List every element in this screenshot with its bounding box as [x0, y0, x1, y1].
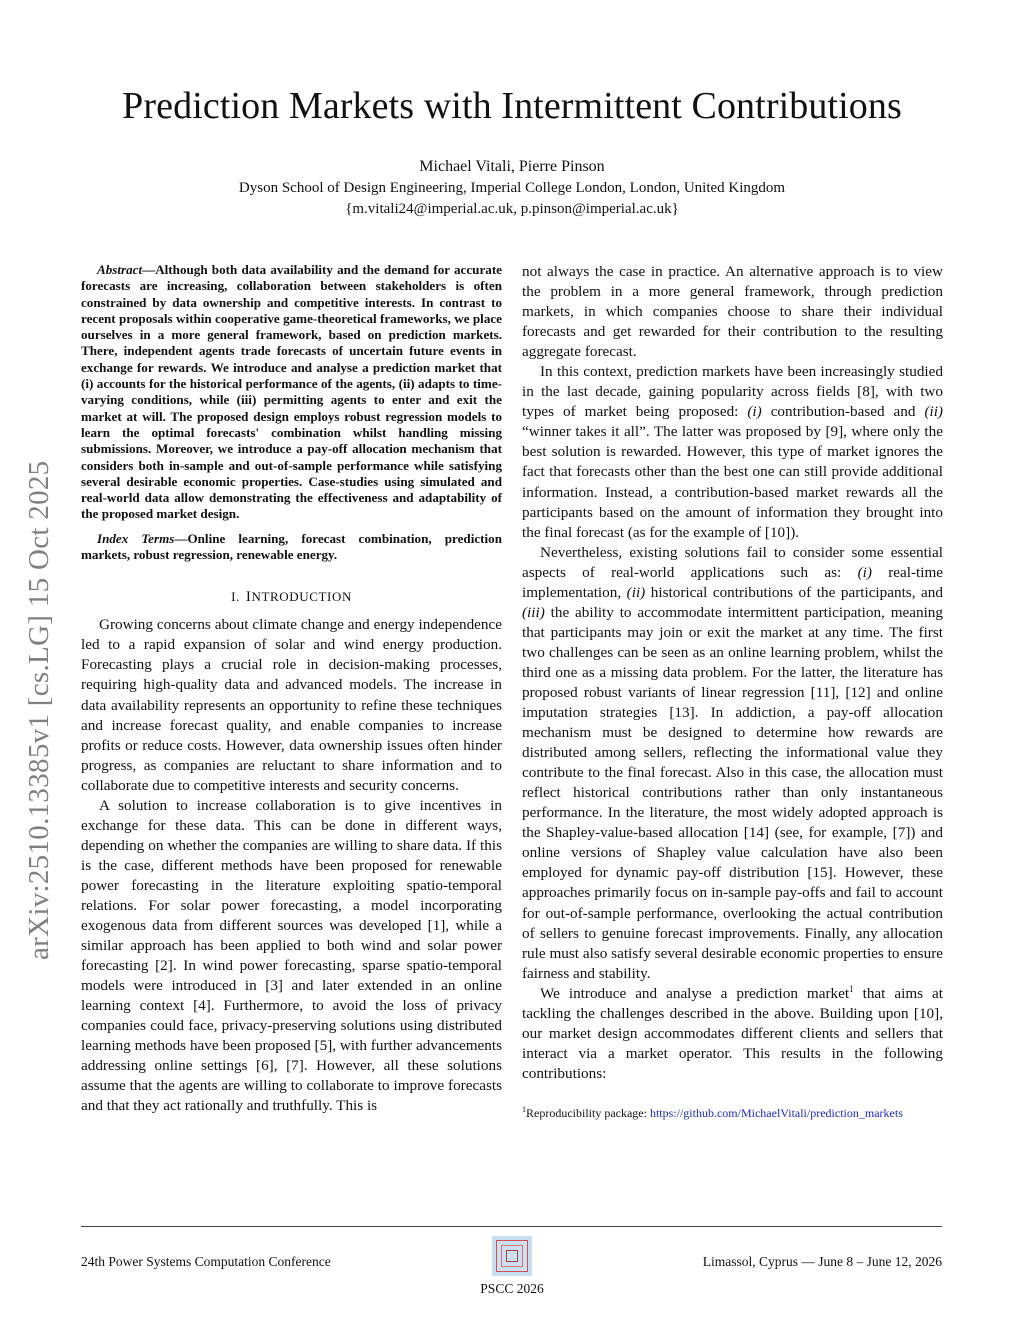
body-paragraph: Growing concerns about climate change and energy independence led to a rapid expansion of solar and wind energy production. Forecasting plays a crucial role in decision-making processes, requiring high-quality data and advanced models. The increase in data availability represents an opportunity to refine these techniques and increase forecast quality, and enable companies to increase profits or reduce costs. However, data ownership issues often hinder progress, as companies are reluctant to share information and to collaborate due to competitive interests and security concerns.	[81, 616, 502, 794]
body-paragraph: not always the case in practice. An alternative approach is to view the problem in a more general framework, through prediction markets, in which companies choose to share their individual forecasts and get rewarded for their contribution to the resulting aggregate forecast.	[522, 263, 943, 361]
section-heading-introduction	[81, 589, 502, 605]
enum-marker: (ii)	[924, 403, 943, 421]
paper-authors: Michael Vitali, Pierre Pinson	[419, 158, 605, 175]
text-span: contribution-based and	[761, 403, 925, 421]
footnote-mark: 1	[522, 1104, 526, 1114]
footnote	[522, 1102, 943, 1121]
logo-square-inner	[506, 1250, 518, 1262]
text-span: “winner takes it all”. The latter was proposed by [9], where only the best solution is rewarded. However, this type of market ignores the fact that forecasts other than the best one can still provide additional information. Instead, a contribution-based market rewards all the participants based on the amount of information they brought into the final forecast (as for the example of [10]).	[522, 423, 943, 541]
paper-title: Prediction Markets with Intermittent Contributions	[122, 85, 902, 127]
text-span: Nevertheless, existing solutions fail to consider some essential aspects of real-world applications such as:	[522, 543, 943, 581]
text-span: In this context, prediction markets have been increasingly studied in the last decade, gaining popularity across fields [8], with two types of market being proposed:	[522, 363, 943, 421]
section-title-rest: NTRODUCTION	[251, 589, 352, 605]
footnote-link[interactable]: https://github.com/MichaelVitali/prediction_markets	[649, 1105, 903, 1120]
index-terms	[81, 531, 502, 564]
pscc-logo-icon	[492, 1236, 532, 1276]
abstract-lead: Abstract	[97, 262, 143, 277]
footnote-marker: 1	[849, 983, 854, 994]
text-span: We introduce and analyse a prediction market	[540, 984, 850, 1002]
section-number: I.	[231, 589, 240, 605]
abstract-text: —Although both data availability and the demand for accurate forecasts are increasing, collaboration between stakeholders is often constrained by data ownership and competitive interests. In contrast to recent proposals within cooperative game-theoretical frameworks, we place ourselves in a more general framework, based on prediction markets. There, independent agents trade forecasts of uncertain future events in exchange for rewards. We introduce and analyse a prediction market that (i) accounts for the historical performance of the agents, (ii) adapts to time-varying conditions, while (iii) permitting agents to enter and exit the market at will. The proposed design employs robust regression models to learn the optimal forecasts' combination whilst handling missing submissions. Moreover, we introduce a pay-off allocation mechanism that considers both in-sample and out-of-sample performance while satisfying several desirable economic properties. Case-studies using simulated and real-world data allow demonstrating the effectiveness and adaptability of the proposed market design.	[81, 262, 502, 522]
footer-location-dates: Limassol, Cyprus — June 8 – June 12, 2026	[702, 1254, 942, 1269]
index-terms-text: —Online learning, forecast combination, prediction markets, robust regression, renewable energy.	[81, 530, 502, 563]
text-span: real-time implementation,	[522, 563, 943, 601]
enum-marker: (i)	[857, 563, 872, 581]
left-column	[81, 262, 502, 1117]
text-span: historical contributions of the participants, and	[645, 583, 943, 601]
enum-marker: (ii)	[626, 583, 646, 601]
footnote-label: Reproducibility package:	[526, 1105, 650, 1120]
footer-pscc: PSCC 2026	[480, 1281, 544, 1296]
paper-affiliation: Dyson School of Design Engineering, Imperial College London, London, United Kingdom	[238, 180, 786, 196]
body-paragraph	[522, 543, 943, 984]
abstract	[81, 262, 502, 523]
footer-conference: 24th Power Systems Computation Conference	[81, 1254, 331, 1269]
enum-marker: (i)	[747, 403, 762, 421]
text-span: the ability to accommodate intermittent participation, meaning that participants may join or exit the market at any time. The first two challenges can be seen as an online learning problem, whilst the third one as a missing data problem. For the latter, the literature has proposed robust variants of linear regression [11], [12] and online imputation strategies [13]. In addiction, a pay-off allocation mechanism must be designed to determine how rewards are distributed among sellers, reflecting the informational value they contribute to the final forecast. Also in this case, the allocation must reflect historical contributions rather than only instantaneous performance. In the literature, the most widely adopted approach is the Shapley-value-based allocation [14] (see, for example, [7]) and online versions of Shapley value calculation have also been employed for dynamic pay-off distribution [15]. However, these approaches primarily focus on in-sample pay-offs and fail to account for out-of-sample performance, overlooking the actual contribution of sellers to genuine forecast improvements. Finally, any allocation rule must also satisfy several desirable economic properties to ensure fairness and stability.	[522, 603, 943, 982]
right-column	[522, 262, 943, 1121]
body-paragraph	[522, 984, 943, 1084]
body-paragraph: A solution to increase collaboration is to give incentives in exchange for these data. This can be done in different ways, depending on whether the companies are willing to share data. If this is the case, different methods have been proposed for renewable power forecasting in the literature exploiting spatio-temporal relations. For solar power forecasting, a model incorporating exogenous data from different sources was developed [1], while a similar approach has been applied to both wind and solar power forecasting [2]. In wind power forecasting, sparse spatio-temporal models were introduced in [3] and later extended in an online learning context [4]. Furthermore, to avoid the loss of privacy companies could face, privacy-preserving solutions using distributed learning methods have been proposed [5], with further advancements addressing online settings [6], [7]. However, all these solutions assume that the agents are willing to collaborate to improve forecasts and that they act rationally and truthfully. This is	[81, 796, 502, 1115]
paper-emails: {m.vitali24@imperial.ac.uk, p.pinson@imperial.ac.uk}	[345, 201, 679, 217]
arxiv-side-stamp: arXiv:2510.13385v1 [cs.LG] 15 Oct 2025	[23, 460, 55, 960]
body-paragraph	[522, 362, 943, 542]
text-span: that aims at tackling the challenges described in the above. Building upon [10], our market design accommodates different clients and sellers that interact via a market operator. This results in the following contributions:	[522, 984, 943, 1082]
footer-divider	[81, 1226, 942, 1227]
index-terms-lead: Index Terms	[97, 530, 175, 546]
section-first-letter: I	[245, 589, 252, 606]
enum-marker: (iii)	[522, 603, 545, 621]
